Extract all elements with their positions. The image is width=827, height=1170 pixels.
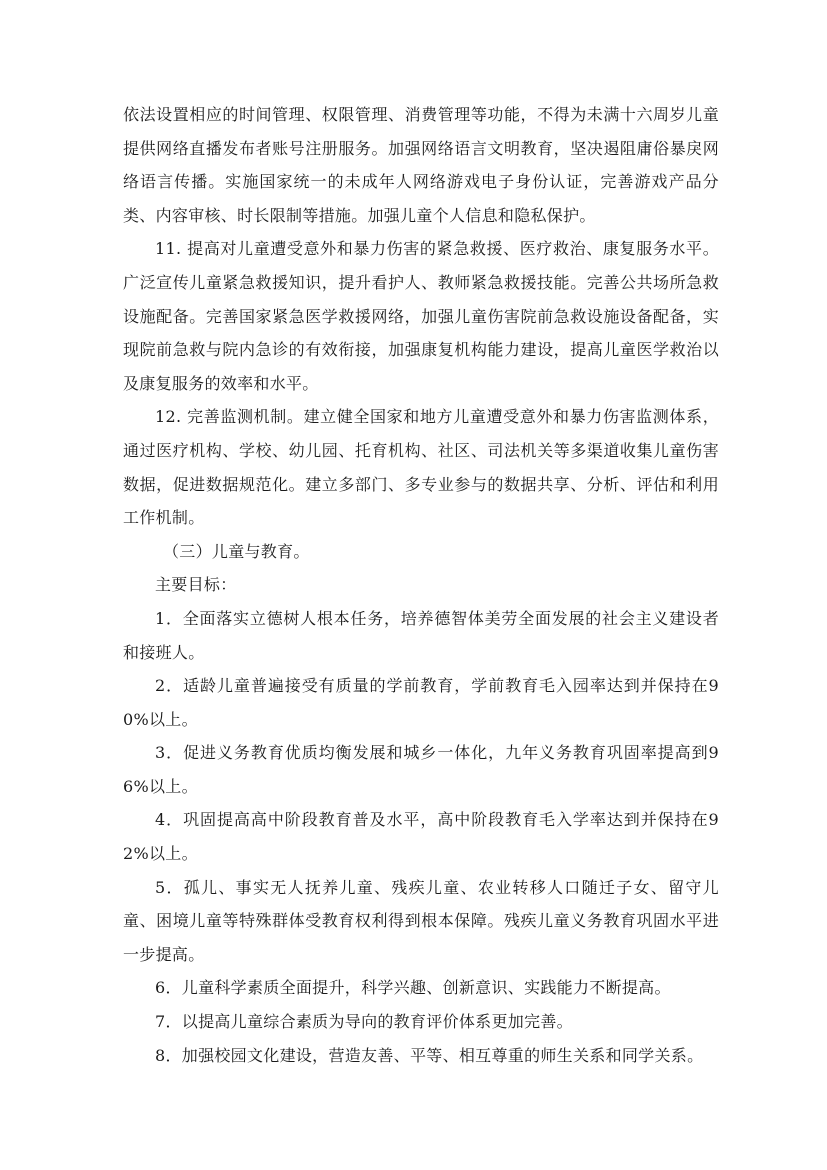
- goal-item-2: 2．适龄儿童普遍接受有质量的学前教育，学前教育毛入园率达到并保持在90%以上。: [123, 676, 719, 729]
- paragraph-item-12: 12. 完善监测机制。建立健全国家和地方儿童遭受意外和暴力伤害监测体系，通过医疗机构、学校、幼儿园、托育机构、社区、司法机关等多渠道收集儿童伤害数据，促进数据规范化。建立多部门、多专业参与的数据共享、分析、评估和利用工作机制。: [123, 407, 719, 528]
- goal-item-6: 6．儿童科学素质全面提升，科学兴趣、创新意识、实践能力不断提高。: [155, 978, 671, 998]
- goals-label: 主要目标：: [155, 575, 237, 595]
- goal-item-8: 8．加强校园文化建设，营造友善、平等、相互尊重的师生关系和同学关系。: [155, 1045, 704, 1065]
- document-body: [123, 98, 719, 1072]
- section-heading: （三）儿童与教育。: [163, 541, 310, 561]
- paragraph-item-11: 11. 提高对儿童遭受意外和暴力伤害的紧急救援、医疗救治、康复服务水平。广泛宣传儿童紧急救援知识，提升看护人、教师紧急救援技能。完善公共场所急救设施配备。完善国家紧急医学救援网络，加强儿童伤害院前急救设施设备配备，实现院前急救与院内急诊的有效衔接，加强康复机构能力建设，提高儿童医学救治以及康复服务的效率和水平。: [123, 239, 719, 393]
- goal-item-1: 1．全面落实立德树人根本任务，培养德智体美劳全面发展的社会主义建设者和接班人。: [123, 608, 719, 662]
- goal-item-3: 3．促进义务教育优质均衡发展和城乡一体化，九年义务教育巩固率提高到96%以上。: [123, 743, 719, 796]
- goal-item-4: 4．巩固提高高中阶段教育普及水平，高中阶段教育毛入学率达到并保持在92%以上。: [123, 810, 719, 864]
- goal-item-5: 5．孤儿、事实无人抚养儿童、残疾儿童、农业转移人口随迁子女、留守儿童、困境儿童等特殊群体受教育权利得到根本保障。残疾儿童义务教育巩固水平进一步提高。: [123, 877, 719, 964]
- goal-item-7: 7．以提高儿童综合素质为导向的教育评价体系更加完善。: [155, 1012, 573, 1032]
- paragraph-continuation: 依法设置相应的时间管理、权限管理、消费管理等功能，不得为未满十六周岁儿童提供网络直播发布者账号注册服务。加强网络语言文明教育，坚决遏阻庸俗暴戾网络语言传播。实施国家统一的未成年人网络游戏电子身份认证，完善游戏产品分类、内容审核、时长限制等措施。加强儿童个人信息和隐私保护。: [123, 105, 719, 225]
